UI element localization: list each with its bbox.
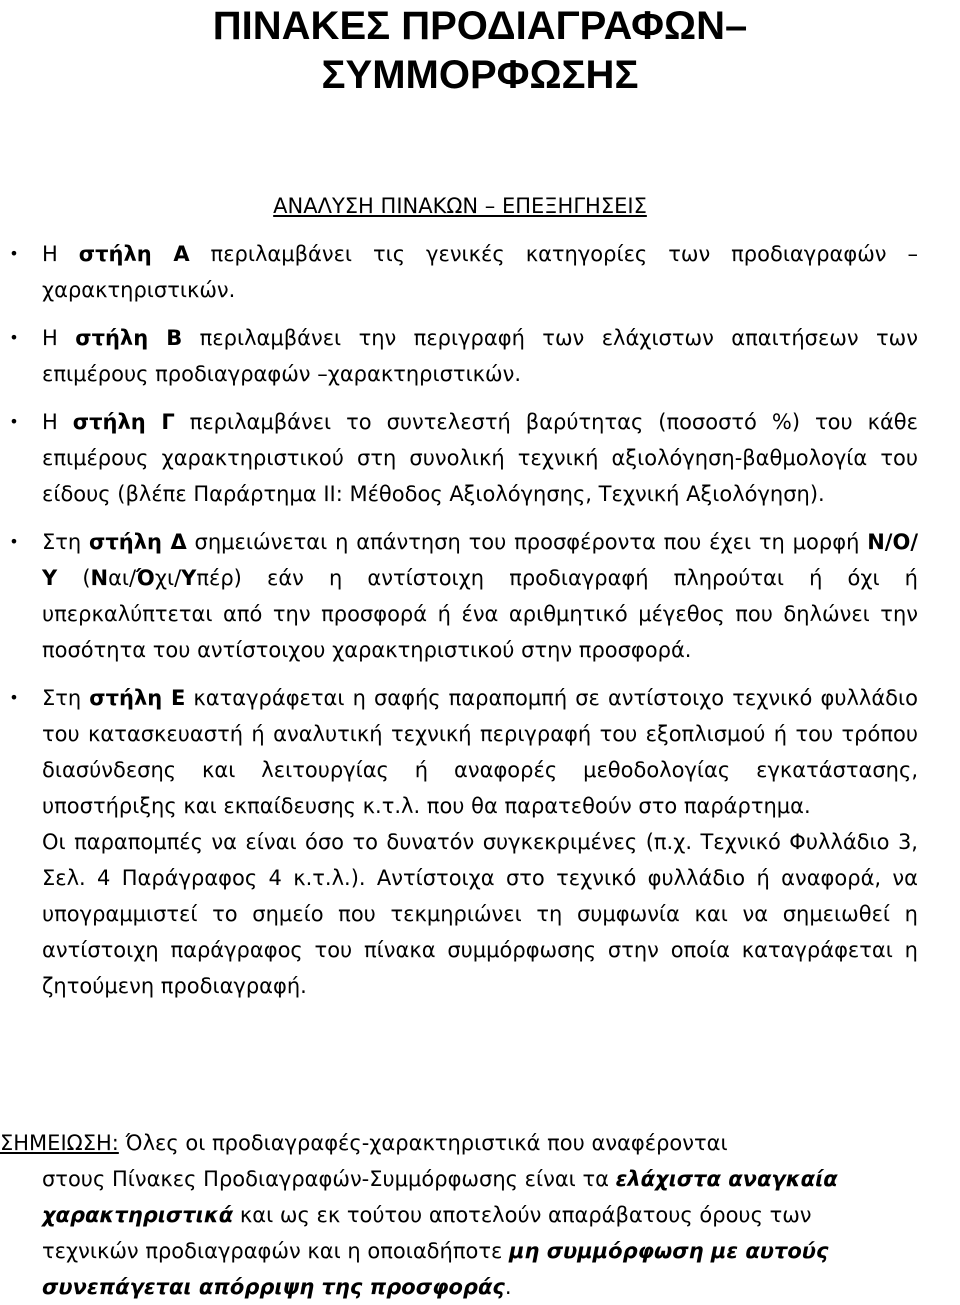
column-label: στήλη Ε <box>89 686 186 710</box>
column-label: στήλη Β <box>75 326 183 350</box>
note-label: ΣΗΜΕΙΩΣΗ: <box>0 1131 119 1155</box>
title-line-1: ΠΙΝΑΚΕΣ ΠΡΟΔΙΑΓΡΑΦΩΝ– <box>212 4 748 48</box>
column-label: στήλη Γ <box>72 410 175 434</box>
list-item-text-2: Οι παραπομπές να είναι όσο το δυνατόν συγκεκριμένες (π.χ. Τεχνικό Φυλλάδιο 3, Σελ. 4 Παράγραφος 4 κ.τ.λ.). Αντίστοιχα στο τεχνικό φυλλάδιο ή αναφορά, να υπογραμμιστεί το σημείο που τεκμηριώνει τη συμφωνία και να σημειωθεί η αντίστοιχη παράγραφος του πίνακα συμμόρφωσης στην οποία καταγράφεται η ζητούμενη προδιαγραφή. <box>42 830 918 998</box>
bullet-icon: • <box>9 328 19 347</box>
emphasis-rejection: μη συμμόρφωση με αυτούς συνεπάγεται απόρριψη της προσφοράς <box>42 1239 829 1299</box>
note-first-line: ΣΗΜΕΙΩΣΗ: Όλες οι προδιαγραφές-χαρακτηριστικά που αναφέρονται <box>0 1131 728 1155</box>
list-item-text: Η στήλη Γ περιλαμβάνει το συντελεστή βαρύτητας (ποσοστό %) του κάθε επιμέρους χαρακτηριστικού στη συνολική τεχνική αξιολόγηση-βαθμολογία του είδους (βλέπε Παράρτημα ΙΙ: Μέθοδος Αξιολόγησης, Τεχνική Αξιολόγηση). <box>42 410 919 506</box>
column-label: στήλη Δ <box>89 530 187 554</box>
bullet-icon: • <box>9 412 19 431</box>
bullet-icon: • <box>9 244 19 263</box>
list-item-column-b <box>0 320 918 392</box>
list-item-column-a <box>0 236 918 308</box>
note-section <box>0 1125 960 1305</box>
bullet-icon: • <box>9 532 19 551</box>
note-body: στους Πίνακες Προδιαγραφών-Συμμόρφωσης είναι τα ελάχιστα αναγκαία χαρακτηριστικά και ως εκ τούτου αποτελούν απαράβατους όρους των τεχνικών προδιαγραφών και η οποιαδήποτε μη συμμόρφωση με αυτούς συνεπάγεται απόρριψη της προσφοράς. <box>42 1167 838 1299</box>
list-item-text: Στη στήλη Ε καταγράφεται η σαφής παραπομπή σε αντίστοιχο τεχνικό φυλλάδιο του κατασκευαστή ή αναλυτική τεχνική περιγραφή του εξοπλισμού ή του τρόπου διασύνδεσης και λειτουργίας ή αναφορές μεθοδολογίας εγκατάστασης, υποστήριξης και εκπαίδευσης κ.τ.λ. που θα παρατεθούν στο παράρτημα. <box>42 686 918 818</box>
explanations-list <box>0 236 960 1016</box>
emphasis-minimum: ελάχιστα αναγκαία χαρακτηριστικά <box>42 1167 838 1227</box>
list-item-text: Η στήλη Β περιλαμβάνει την περιγραφή των ελάχιστων απαιτήσεων των επιμέρους προδιαγραφών –χαρακτηριστικών. <box>42 326 918 386</box>
list-item-column-e <box>0 680 918 1004</box>
answer-format: Ν/Ο/Υ <box>42 530 918 590</box>
list-item-column-c <box>0 404 918 512</box>
page-title <box>0 2 960 100</box>
column-label: στήλη Α <box>78 242 190 266</box>
title-line-2: ΣΥΜΜΟΡΦΩΣΗΣ <box>321 53 639 97</box>
list-item-text: Στη στήλη Δ σημειώνεται η απάντηση του προσφέροντα που έχει τη μορφή Ν/Ο/Υ (Ναι/Όχι/Υπέρ) εάν η αντίστοιχη προδιαγραφή πληρούται ή όχι ή υπερκαλύπτεται από την προσφορά ή ένα αριθμητικό μέγεθος που δηλώνει την ποσότητα του αντίστοιχου χαρακτηριστικού στην προσφορά. <box>42 530 918 662</box>
section-subtitle: ΑΝΑΛΥΣΗ ΠΙΝΑΚΩΝ – ΕΠΕΞΗΓΗΣΕΙΣ <box>273 194 647 218</box>
list-item-column-d <box>0 524 918 668</box>
list-item-text: Η στήλη Α περιλαμβάνει τις γενικές κατηγορίες των προδιαγραφών – χαρακτηριστικών. <box>42 242 919 302</box>
bullet-icon: • <box>9 688 19 707</box>
